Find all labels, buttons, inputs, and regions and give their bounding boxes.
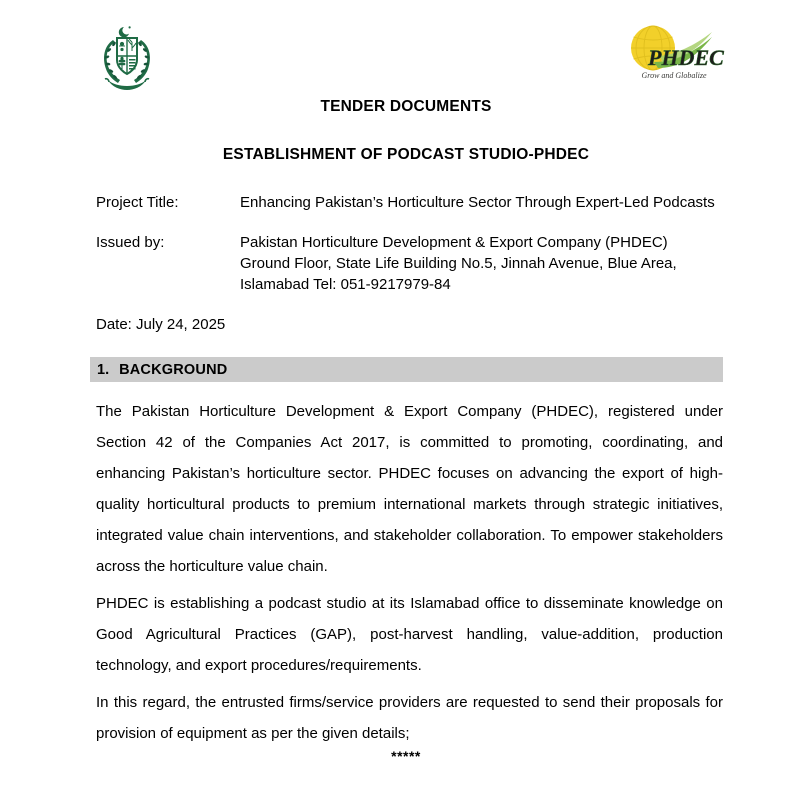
background-paragraph-3: In this regard, the entrusted firms/service providers are requested to send their proposals for provision of equipment as per the given details;: [96, 694, 723, 742]
project-title-label: Project Title:: [96, 194, 179, 211]
pakistan-state-emblem-icon: [96, 24, 158, 92]
issuer-city-phone: Islamabad Tel: 051-9217979-84: [240, 276, 451, 293]
background-paragraph-2: PHDEC is establishing a podcast studio at its Islamabad office to disseminate knowledge on Good Agricultural Practices (GAP), post-harvest handling, value-addition, production technology, and export procedures/requirements.: [96, 595, 723, 674]
svg-text:Grow and Globalize: Grow and Globalize: [641, 71, 707, 80]
phdec-logo-icon: [620, 18, 728, 88]
document-subtitle: ESTABLISHMENT OF PODCAST STUDIO-PHDEC: [222, 146, 590, 163]
issued-by-value: [240, 232, 723, 295]
project-title-value: Enhancing Pakistan’s Horticulture Sector Through Expert-Led Podcasts: [240, 194, 715, 211]
project-title-row: [96, 192, 723, 213]
issued-by-row: [96, 232, 723, 295]
document-body: [96, 396, 723, 749]
svg-text:PHDEC: PHDEC: [648, 45, 724, 70]
document-title: TENDER DOCUMENTS: [320, 98, 492, 115]
section-title: BACKGROUND: [119, 361, 228, 378]
issuer-organization: Pakistan Horticulture Development & Export Company (PHDEC): [240, 234, 668, 251]
document-meta-block: [0, 192, 812, 335]
document-date: Date: July 24, 2025: [96, 316, 226, 333]
issuer-address: Ground Floor, State Life Building No.5, Jinnah Avenue, Blue Area,: [240, 255, 677, 272]
issued-by-label: Issued by:: [96, 234, 165, 251]
section-heading-background: [90, 357, 723, 382]
document-header: [0, 0, 812, 92]
footer-separator: *****: [391, 748, 421, 764]
background-paragraph-1: The Pakistan Horticulture Development & Export Company (PHDEC), registered under Section 42 of the Companies Act 2017, is committed to promoting, coordinating, and enhancing Pakistan’s horticulture sector. PHDEC focuses on advancing the export of high-quality horticultural products to premium international markets through strategic initiatives, integrated value chain interventions, and stakeholder collaboration. To empower stakeholders across the horticulture value chain.: [96, 403, 723, 575]
section-number: 1.: [97, 361, 110, 378]
